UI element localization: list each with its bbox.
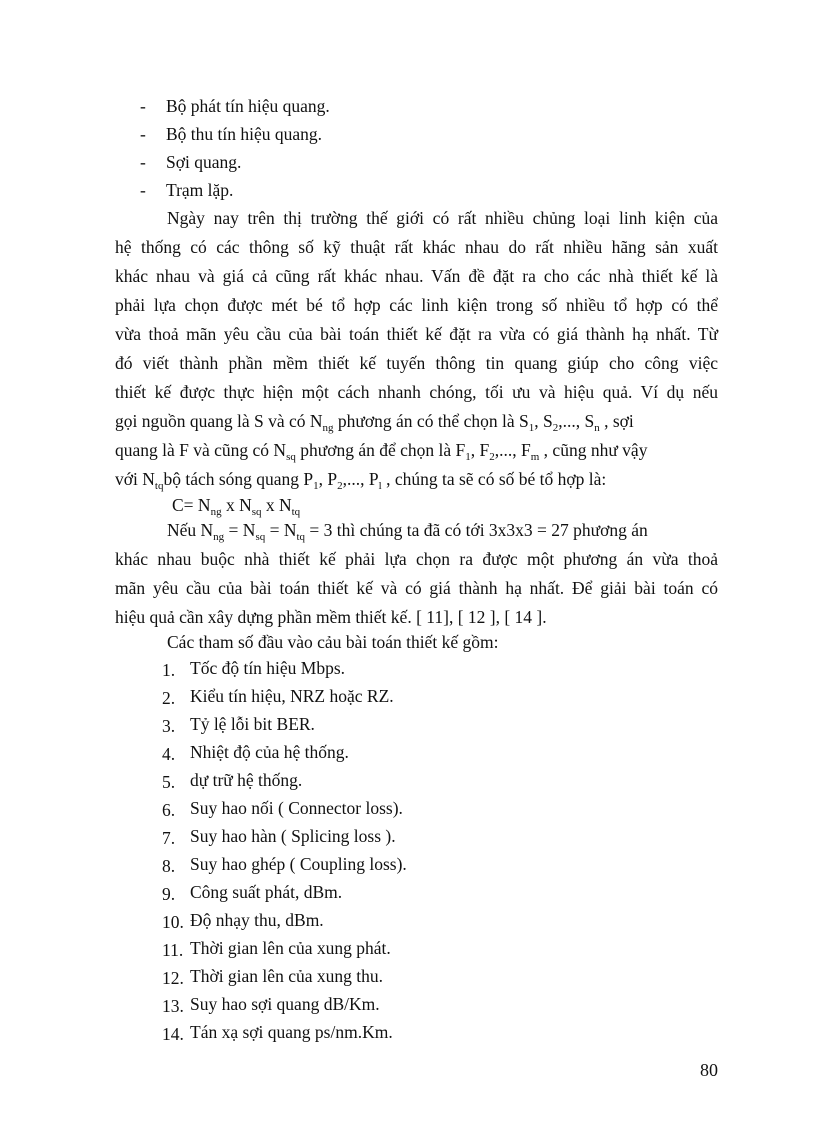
paragraph-line: vừa thoả mãn yêu cầu của bài toán thiết kế đặt ra vừa có giá thành hạ nhất. Từ: [115, 324, 718, 344]
paragraph-line: Ngày nay trên thị trường thế giới có rất nhiều chủng loại linh kiện của: [167, 208, 718, 228]
bullet-dash: -: [140, 96, 146, 116]
list-number: 10.: [162, 912, 184, 932]
bullet-item: Sợi quang.: [166, 152, 242, 172]
list-item: dự trữ hệ thống.: [190, 770, 303, 790]
bullet-item: Bộ phát tín hiệu quang.: [166, 96, 330, 116]
list-item: Công suất phát, dBm.: [190, 882, 343, 902]
list-number: 11.: [162, 940, 184, 960]
paragraph-line: quang là F và cũng có $N_{sq}$ phương án để chọn là $F_1$, $F_2$,..., $F_m$ , cũng như vậy: [115, 440, 648, 463]
paragraph-line: hiệu quả cần xây dựng phần mềm thiết kế. [ 11], [ 12 ], [ 14 ].: [115, 607, 547, 627]
list-item: Tỷ lệ lỗi bit BER.: [190, 714, 315, 734]
list-number: 4.: [162, 744, 176, 764]
list-number: 6.: [162, 800, 176, 820]
paragraph-line: Nếu $N_{ng} = N_{sq} = N_{tq} = 3$ thì chúng ta đã có tới 3x3x3 = 27 phương án: [167, 520, 648, 543]
paragraph-line: mãn yêu cầu của bài toán thiết kế và có giá thành hạ nhất. Để giải bài toán có: [115, 578, 718, 598]
list-number: 2.: [162, 688, 176, 708]
paragraph-line: phải lựa chọn được mét bé tổ hợp các linh kiện trong số nhiều tổ hợp có thể: [115, 295, 718, 315]
paragraph-line: gọi nguồn quang là S và có $N_{ng}$ phương án có thể chọn là $S_1$, $S_2$,..., $S_n$ , sợi: [115, 411, 634, 434]
list-item: Kiểu tín hiệu, NRZ hoặc RZ.: [190, 686, 394, 706]
list-number: 1.: [162, 660, 176, 680]
paragraph-line: khác nhau và giá cả cũng rất khác nhau. Vấn đề đặt ra cho các nhà thiết kế là: [115, 266, 718, 286]
list-item: Suy hao nối ( Connector loss).: [190, 798, 403, 818]
list-item: Thời gian lên của xung phát.: [190, 938, 391, 958]
list-item: Suy hao hàn ( Splicing loss ).: [190, 826, 396, 846]
list-item: Thời gian lên của xung thu.: [190, 966, 383, 986]
bullet-dash: -: [140, 152, 146, 172]
paragraph-line: khác nhau buộc nhà thiết kế phải lựa chọn ra được một phương án vừa thoả: [115, 549, 718, 569]
list-item: Độ nhạy thu, dBm.: [190, 910, 324, 930]
paragraph-line: thiết kế được thực hiện một cách nhanh chóng, tối ưu và hiệu quả. Ví dụ nếu: [115, 382, 718, 402]
bullet-dash: -: [140, 180, 146, 200]
list-number: 7.: [162, 828, 176, 848]
list-item: Tốc độ tín hiệu Mbps.: [190, 658, 346, 678]
params-intro: Các tham số đầu vào cảu bài toán thiết kế gồm:: [167, 632, 499, 652]
list-item: Nhiệt độ của hệ thống.: [190, 742, 349, 762]
bullet-item: Bộ thu tín hiệu quang.: [166, 124, 323, 144]
paragraph-line: đó viết thành phần mềm thiết kế tuyến thông tin quang giúp cho công việc: [115, 353, 718, 373]
list-number: 12.: [162, 968, 184, 988]
formula: $C= N_{ng}$ x $N_{sq}$ x $N_{tq}$: [172, 495, 301, 518]
list-number: 5.: [162, 772, 176, 792]
list-item: Suy hao ghép ( Coupling loss).: [190, 854, 407, 874]
list-number: 3.: [162, 716, 176, 736]
paragraph-line: hệ thống có các thông số kỹ thuật rất khác nhau do rất nhiều hãng sản xuất: [115, 237, 718, 257]
list-number: 14.: [162, 1024, 184, 1044]
bullet-item: Trạm lặp.: [166, 180, 234, 200]
list-item: Tán xạ sợi quang ps/nm.Km.: [190, 1022, 393, 1042]
list-number: 13.: [162, 996, 184, 1016]
list-number: 9.: [162, 884, 176, 904]
page-number: 80: [700, 1060, 718, 1080]
list-item: Suy hao sợi quang dB/Km.: [190, 994, 380, 1014]
list-number: 8.: [162, 856, 176, 876]
paragraph-line: với $N_{tq}bộ$ tách sóng quang $P_1$, $P_2$,..., $P_l$ , chúng ta sẽ có số bé tổ hợp là:: [115, 469, 607, 492]
bullet-dash: -: [140, 124, 146, 144]
